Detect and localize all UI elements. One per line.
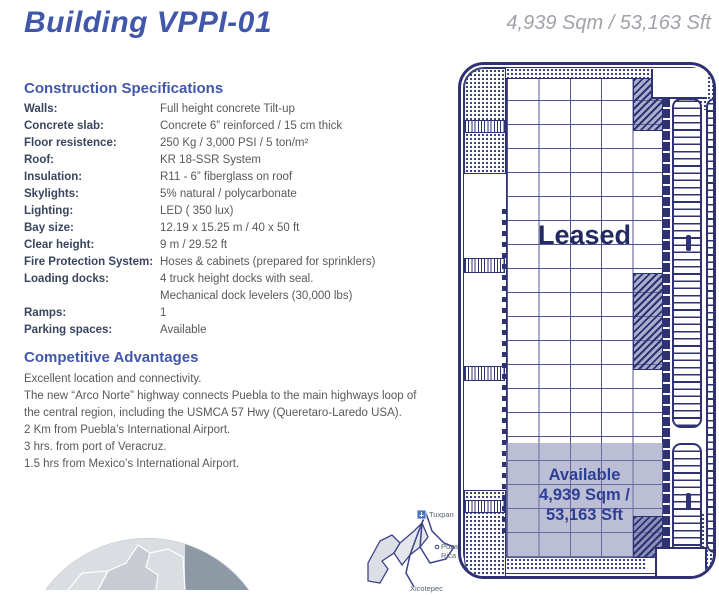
advantages-heading: Competitive Advantages	[24, 349, 199, 366]
parking-strip-outer	[706, 98, 716, 553]
spec-value: 4 truck height docks with seal.	[160, 273, 314, 285]
advantages-line: The new “Arco Norte” highway connects Puebla to the main highways loop of	[24, 390, 417, 402]
spec-value: Full height concrete Tilt-up	[160, 103, 295, 115]
floorplan-bottom-wall-band	[506, 557, 646, 570]
floorplan-stair-block	[464, 500, 505, 513]
globe-graphic	[38, 533, 260, 590]
floorplan-stair-block	[464, 120, 505, 133]
spec-label	[24, 288, 160, 305]
spec-row-clear-height	[24, 237, 454, 254]
spec-row-insulation	[24, 169, 454, 186]
advantages-line: the central region, including the USMCA 57 Hwy (Queretaro-Laredo USA).	[24, 407, 402, 419]
available-area-sft: 53,163 Sft	[545, 506, 624, 524]
spec-label: Bay size:	[24, 222, 74, 234]
spec-row-fire-protection	[24, 254, 454, 271]
spec-label: Fire Protection System:	[24, 256, 154, 268]
regional-map	[358, 503, 462, 593]
advantages-line: 1.5 hrs from Mexico’s International Airport.	[24, 458, 240, 470]
spec-label: Skylights:	[24, 188, 79, 200]
spec-row-concrete-slab	[24, 118, 454, 135]
spec-label: Lighting:	[24, 205, 74, 217]
spec-value: Hoses & cabinets (prepared for sprinklers)	[160, 256, 376, 268]
building-area-total: 4,939 Sqm / 53,163 Sft	[506, 12, 711, 34]
floorplan-hatched-cell-midright	[633, 273, 663, 370]
spec-row-lighting	[24, 203, 454, 220]
spec-label: Walls:	[24, 103, 58, 115]
map-label-xicotepec: Xicotepec	[410, 584, 443, 593]
spec-value: Concrete 6” reinforced / 15 cm thick	[160, 120, 343, 132]
spec-row-ramps	[24, 305, 454, 322]
floorplan-right-wall	[663, 78, 670, 558]
spec-row-bay-size	[24, 220, 454, 237]
parked-car-icon	[686, 493, 691, 509]
specs-heading: Construction Specifications	[24, 80, 224, 97]
spec-label: Loading docks:	[24, 273, 109, 285]
parking-strip-upper	[672, 98, 702, 428]
advantages-line: Excellent location and connectivity.	[24, 373, 202, 385]
spec-value: KR 18-SSR System	[160, 154, 261, 166]
spec-label: Floor resistence:	[24, 137, 117, 149]
floorplan-office-notch-bottomright	[655, 547, 707, 579]
parked-car-icon	[686, 235, 691, 251]
spec-row-skylights	[24, 186, 454, 203]
map-label-poza-rica: Poza Rica	[441, 542, 459, 560]
spec-value: 12.19 x 15.25 m / 40 x 50 ft	[160, 222, 300, 234]
spec-label: Ramps:	[24, 307, 67, 319]
spec-label: Concrete slab:	[24, 120, 104, 132]
spec-value: R11 - 6” fiberglass on roof	[160, 171, 293, 183]
spec-value: 1	[160, 307, 167, 319]
spec-value: LED ( 350 lux)	[160, 205, 234, 217]
spec-row-walls	[24, 101, 454, 118]
spec-value: Available	[160, 324, 207, 336]
floorplan	[458, 62, 716, 579]
spec-value: Mechanical dock levelers (30,000 lbs)	[160, 290, 353, 302]
spec-value: 250 Kg / 3,000 PSI / 5 ton/m²	[160, 137, 309, 149]
floorplan-office-notch-topright	[651, 69, 707, 99]
leased-area-label: Leased	[537, 220, 632, 250]
map-label-tuxpan: Tuxpan	[429, 510, 454, 519]
globe-svg	[38, 533, 260, 590]
spec-label: Roof:	[24, 154, 55, 166]
page-title: Building VPPI-01	[24, 6, 273, 39]
advantages-line: 2 Km from Puebla’s International Airport.	[24, 424, 231, 436]
spec-row-roof	[24, 152, 454, 169]
spec-table	[24, 101, 454, 339]
floorplan-stair-block	[464, 366, 505, 381]
available-area-sqm: 4,939 Sqm /	[539, 486, 630, 504]
spec-value: 5% natural / polycarbonate	[160, 188, 297, 200]
floorplan-stair-block	[464, 258, 505, 273]
spec-row-parking-spaces	[24, 322, 454, 339]
spec-label: Clear height:	[24, 239, 95, 251]
spec-row-loading-docks-2	[24, 288, 454, 305]
spec-label: Insulation:	[24, 171, 83, 183]
spec-label: Parking spaces:	[24, 324, 113, 336]
advantages-text	[24, 371, 464, 473]
advantages-line: 3 hrs. from port of Veracruz.	[24, 441, 167, 453]
spec-row-floor-resistence	[24, 135, 454, 152]
available-label: Available	[548, 466, 621, 484]
spec-row-loading-docks	[24, 271, 454, 288]
spec-value: 9 m / 29.52 ft	[160, 239, 228, 251]
